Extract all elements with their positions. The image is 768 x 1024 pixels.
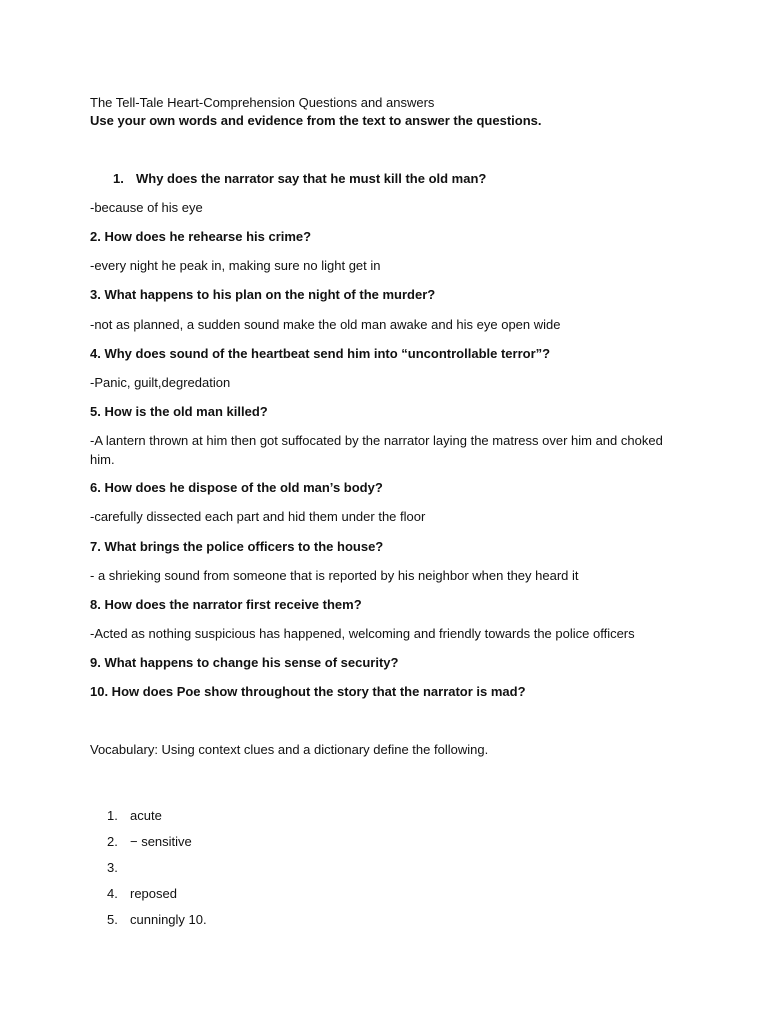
document-title: The Tell-Tale Heart-Comprehension Questions and answers: [90, 95, 435, 110]
answer-8: -Acted as nothing suspicious has happened, welcoming and friendly towards the police officers: [90, 626, 635, 641]
answer-7: - a shrieking sound from someone that is reported by his neighbor when they heard it: [90, 568, 579, 583]
instructions: Use your own words and evidence from the text to answer the questions.: [90, 113, 542, 128]
vocab-item-2-text: − sensitive: [130, 834, 192, 849]
question-5: 5. How is the old man killed?: [90, 404, 268, 419]
question-2: 2. How does he rehearse his crime?: [90, 229, 312, 244]
question-6: 6. How does he dispose of the old man’s body?: [90, 480, 383, 495]
question-1-number: 1.: [113, 171, 124, 186]
vocab-item-3-number: 3.: [107, 860, 118, 875]
question-4: 4. Why does sound of the heartbeat send him into “uncontrollable terror”?: [90, 346, 551, 361]
question-10: 10. How does Poe show throughout the story that the narrator is mad?: [90, 684, 526, 699]
vocab-item-5-text: cunningly 10.: [130, 912, 207, 927]
vocab-item-2-number: 2.: [107, 834, 118, 849]
answer-3: -not as planned, a sudden sound make the old man awake and his eye open wide: [90, 317, 561, 332]
question-3: 3. What happens to his plan on the night of the murder?: [90, 287, 436, 302]
question-1-text: Why does the narrator say that he must kill the old man?: [136, 171, 487, 186]
vocabulary-heading: Vocabulary: Using context clues and a dictionary define the following.: [90, 742, 489, 757]
answer-2: -every night he peak in, making sure no light get in: [90, 258, 381, 273]
answer-6: -carefully dissected each part and hid them under the floor: [90, 509, 426, 524]
answer-5: -A lantern thrown at him then got suffocated by the narrator laying the matress over him and choked him.: [90, 433, 663, 467]
answer-1: -because of his eye: [90, 200, 203, 215]
vocab-item-4-number: 4.: [107, 886, 118, 901]
answer-4: -Panic, guilt,degredation: [90, 375, 231, 390]
question-8: 8. How does the narrator first receive them?: [90, 597, 362, 612]
vocab-item-5-number: 5.: [107, 912, 118, 927]
vocab-item-1-text: acute: [130, 808, 162, 823]
question-9: 9. What happens to change his sense of security?: [90, 655, 399, 670]
vocab-item-1-number: 1.: [107, 808, 118, 823]
vocab-item-4-text: reposed: [130, 886, 177, 901]
question-7: 7. What brings the police officers to the house?: [90, 539, 384, 554]
